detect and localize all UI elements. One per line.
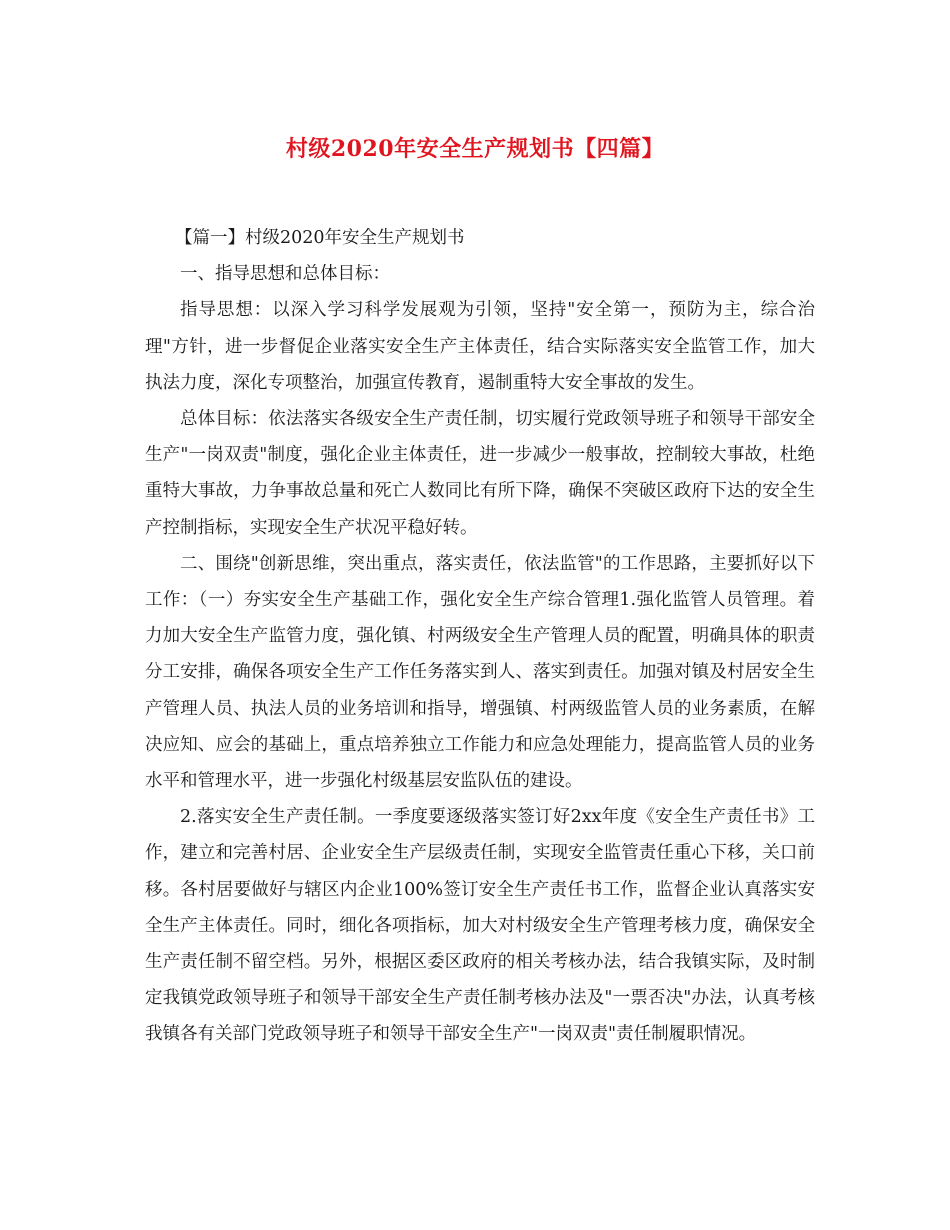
body-paragraph: 2.落实安全生产责任制。一季度要逐级落实签订好2xx年度《安全生产责任书》工作，建立和完善村居、企业安全生产层级责任制，实现安全监管责任重心下移，关口前移。各村居要做好与辖区内企业100%签订安全生产责任书工作，监督企业认真落实安全生产主体责任。同时，细化各项指标，加大对村级安全生产管理考核力度，确保安全生产责任制不留空档。另外，根据区委区政府的相关考核办法，结合我镇实际，及时制定我镇党政领导班子和领导干部安全生产责任制考核办法及"一票否决"办法，认真考核我镇各有关部门党政领导班子和领导干部安全生产"一岗双责"责任制履职情况。: [145, 807, 815, 1045]
section-heading: 【篇一】村级2020年安全生产规划书: [175, 228, 465, 248]
body-paragraph: 指导思想：以深入学习科学发展观为引领，坚持"安全第一，预防为主，综合治理"方针，进一步督促企业落实安全生产主体责任，结合实际落实安全监管工作，加大执法力度，深化专项整治，加强宣传教育，遏制重特大安全事故的发生。: [145, 300, 815, 393]
body-paragraph: 二、围绕"创新思维，突出重点，落实责任，依法监管"的工作思路，主要抓好以下工作：（一）夯实安全生产基础工作，强化安全生产综合管理1.强化监管人员管理。着力加大安全生产监管力度，强化镇、村两级安全生产管理人员的配置，明确具体的职责分工安排，确保各项安全生产工作任务落实到人、落实到责任。加强对镇及村居安全生产管理人员、执法人员的业务培训和指导，增强镇、村两级监管人员的业务素质，在解决应知、应会的基础上，重点培养独立工作能力和应急处理能力，提高监管人员的业务水平和管理水平，进一步强化村级基层安监队伍的建设。: [145, 553, 815, 792]
document-body: [145, 220, 815, 1053]
body-paragraph: 总体目标：依法落实各级安全生产责任制，切实履行党政领导班子和领导干部安全生产"一岗双责"制度，强化企业主体责任，进一步减少一般事故，控制较大事故，杜绝重特大事故，力争事故总量和死亡人数同比有所下降，确保不突破区政府下达的安全生产控制指标，实现安全生产状况平稳好转。: [145, 409, 815, 538]
subheading: 一、指导思想和总体目标：: [180, 264, 390, 285]
document-title: 村级2020年安全生产规划书【四篇】: [285, 136, 665, 162]
